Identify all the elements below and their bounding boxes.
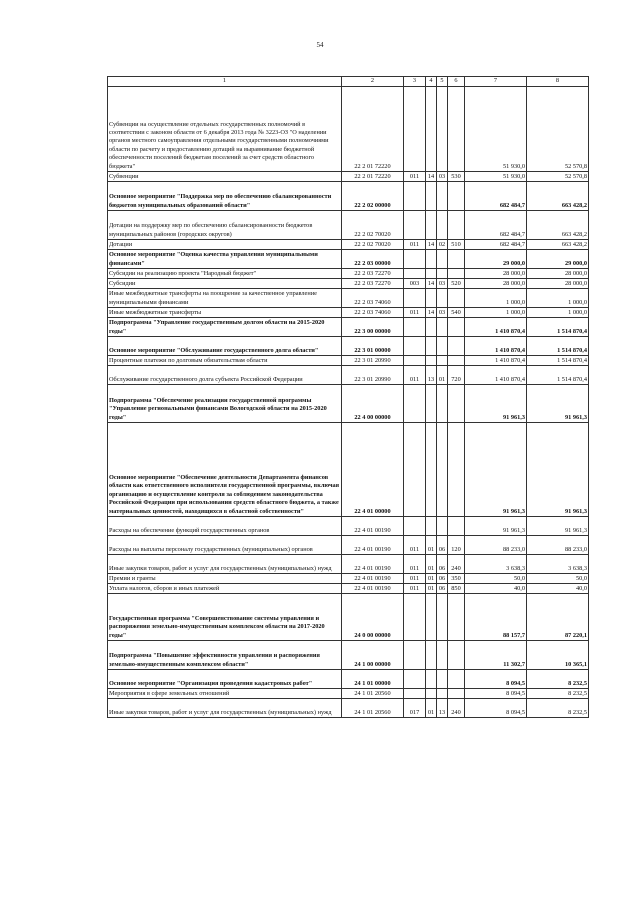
table-row bbox=[108, 574, 589, 584]
budget-table bbox=[107, 76, 589, 718]
header-cell: 8 bbox=[527, 77, 589, 87]
row-ministry bbox=[404, 269, 426, 279]
table-row bbox=[108, 308, 589, 318]
row-expense-type bbox=[448, 641, 465, 670]
table-row bbox=[108, 366, 589, 385]
header-cell: 4 bbox=[426, 77, 437, 87]
row-subsection bbox=[437, 670, 448, 689]
row-expense-type: 720 bbox=[448, 366, 465, 385]
row-code: 22 2 01 72220 bbox=[342, 172, 404, 182]
row-subsection bbox=[437, 423, 448, 517]
row-name: Иные закупки товаров, работ и услуг для государственных (муниципальных) нужд bbox=[108, 555, 342, 574]
row-section: 01 bbox=[426, 574, 437, 584]
row-name: Государственная программа "Совершенствование системы управления и распоряжения земельно-имущественным комплексом области на 2017-2020 годы" bbox=[108, 594, 342, 641]
row-expense-type bbox=[448, 87, 465, 172]
row-amount-2019: 28 000,0 bbox=[527, 269, 589, 279]
row-code: 24 1 01 00000 bbox=[342, 670, 404, 689]
row-name: Мероприятия в сфере земельных отношений bbox=[108, 689, 342, 699]
header-cell: 1 bbox=[108, 77, 342, 87]
row-ministry bbox=[404, 289, 426, 308]
row-ministry bbox=[404, 337, 426, 356]
row-amount-2018: 1 410 870,4 bbox=[465, 337, 527, 356]
row-section bbox=[426, 250, 437, 269]
row-amount-2019: 91 961,3 bbox=[527, 517, 589, 536]
row-ministry bbox=[404, 594, 426, 641]
table-row bbox=[108, 269, 589, 279]
row-code: 22 3 01 20990 bbox=[342, 356, 404, 366]
row-amount-2018: 682 484,7 bbox=[465, 182, 527, 211]
row-expense-type bbox=[448, 689, 465, 699]
table-row bbox=[108, 182, 589, 211]
row-subsection bbox=[437, 689, 448, 699]
row-ministry bbox=[404, 670, 426, 689]
row-code: 22 2 01 72220 bbox=[342, 87, 404, 172]
row-amount-2019: 663 428,2 bbox=[527, 240, 589, 250]
row-code: 22 4 01 00000 bbox=[342, 423, 404, 517]
row-amount-2019: 40,0 bbox=[527, 584, 589, 594]
row-ministry: 017 bbox=[404, 699, 426, 718]
row-section: 01 bbox=[426, 536, 437, 555]
row-name: Уплата налогов, сборов и иных платежей bbox=[108, 584, 342, 594]
row-subsection bbox=[437, 318, 448, 337]
row-expense-type bbox=[448, 182, 465, 211]
row-subsection: 06 bbox=[437, 555, 448, 574]
row-subsection bbox=[437, 87, 448, 172]
row-expense-type bbox=[448, 385, 465, 423]
row-ministry bbox=[404, 641, 426, 670]
table-row bbox=[108, 289, 589, 308]
header-cell: 3 bbox=[404, 77, 426, 87]
row-ministry bbox=[404, 423, 426, 517]
row-name: Основное мероприятие "Оценка качества управления муниципальными финансами" bbox=[108, 250, 342, 269]
row-expense-type bbox=[448, 517, 465, 536]
table-row bbox=[108, 555, 589, 574]
row-amount-2019: 663 428,2 bbox=[527, 182, 589, 211]
row-section bbox=[426, 594, 437, 641]
row-amount-2019: 29 000,0 bbox=[527, 250, 589, 269]
row-amount-2018: 91 961,3 bbox=[465, 423, 527, 517]
row-section bbox=[426, 689, 437, 699]
row-subsection bbox=[437, 594, 448, 641]
table-row bbox=[108, 356, 589, 366]
header-cell: 6 bbox=[448, 77, 465, 87]
row-amount-2019: 1 514 870,4 bbox=[527, 356, 589, 366]
row-name: Иные межбюджетные трансферты bbox=[108, 308, 342, 318]
row-section: 01 bbox=[426, 584, 437, 594]
row-code: 22 4 01 00190 bbox=[342, 517, 404, 536]
row-amount-2018: 1 000,0 bbox=[465, 308, 527, 318]
header-cell: 2 bbox=[342, 77, 404, 87]
row-expense-type: 120 bbox=[448, 536, 465, 555]
row-ministry: 011 bbox=[404, 172, 426, 182]
row-amount-2019: 28 000,0 bbox=[527, 279, 589, 289]
row-section bbox=[426, 670, 437, 689]
row-amount-2018: 682 484,7 bbox=[465, 211, 527, 240]
row-section bbox=[426, 289, 437, 308]
row-amount-2018: 8 094,5 bbox=[465, 689, 527, 699]
table-row bbox=[108, 517, 589, 536]
row-amount-2018: 28 000,0 bbox=[465, 269, 527, 279]
row-amount-2019: 91 961,3 bbox=[527, 423, 589, 517]
row-code: 22 2 02 70020 bbox=[342, 240, 404, 250]
row-section bbox=[426, 356, 437, 366]
row-code: 22 2 03 72270 bbox=[342, 279, 404, 289]
row-amount-2019: 1 000,0 bbox=[527, 308, 589, 318]
row-amount-2018: 88 233,0 bbox=[465, 536, 527, 555]
row-amount-2018: 91 961,3 bbox=[465, 385, 527, 423]
table-row bbox=[108, 641, 589, 670]
row-amount-2018: 28 000,0 bbox=[465, 279, 527, 289]
row-subsection bbox=[437, 641, 448, 670]
row-code: 22 2 03 00000 bbox=[342, 250, 404, 269]
row-name: Дотации bbox=[108, 240, 342, 250]
row-ministry bbox=[404, 689, 426, 699]
row-section bbox=[426, 337, 437, 356]
row-subsection: 03 bbox=[437, 308, 448, 318]
row-code: 24 1 01 20560 bbox=[342, 689, 404, 699]
row-expense-type bbox=[448, 337, 465, 356]
row-ministry bbox=[404, 385, 426, 423]
row-name: Основное мероприятие "Организация проведения кадастровых работ" bbox=[108, 670, 342, 689]
row-amount-2019: 91 961,3 bbox=[527, 385, 589, 423]
row-ministry bbox=[404, 87, 426, 172]
row-amount-2018: 1 410 870,4 bbox=[465, 356, 527, 366]
row-amount-2019: 1 514 870,4 bbox=[527, 337, 589, 356]
row-amount-2019: 50,0 bbox=[527, 574, 589, 584]
row-amount-2018: 50,0 bbox=[465, 574, 527, 584]
row-name: Субвенции на осуществление отдельных государственных полномочий в соответствии с законом области от 6 декабря 2013 года № 3223-ОЗ "О наделении органов местного самоуправления отдельными государственными полномочиями области по расчету и предоставлению дотаций на выравнивание бюджетной обеспеченности поселений бюджетам поселений за счет средств областного бюджета" bbox=[108, 87, 342, 172]
row-ministry: 011 bbox=[404, 366, 426, 385]
row-subsection bbox=[437, 517, 448, 536]
row-amount-2019: 8 232,5 bbox=[527, 689, 589, 699]
row-code: 24 0 00 00000 bbox=[342, 594, 404, 641]
row-name: Расходы на выплаты персоналу государственных (муниципальных) органов bbox=[108, 536, 342, 555]
row-amount-2018: 8 094,5 bbox=[465, 699, 527, 718]
row-ministry: 011 bbox=[404, 584, 426, 594]
row-expense-type bbox=[448, 594, 465, 641]
row-code: 24 1 01 20560 bbox=[342, 699, 404, 718]
row-amount-2019: 8 232,5 bbox=[527, 670, 589, 689]
row-ministry bbox=[404, 318, 426, 337]
table-row bbox=[108, 584, 589, 594]
row-section: 01 bbox=[426, 699, 437, 718]
row-subsection bbox=[437, 182, 448, 211]
table-row bbox=[108, 279, 589, 289]
table-row bbox=[108, 337, 589, 356]
table-row bbox=[108, 318, 589, 337]
row-subsection bbox=[437, 356, 448, 366]
row-amount-2019: 88 233,0 bbox=[527, 536, 589, 555]
row-name: Субвенции bbox=[108, 172, 342, 182]
row-subsection bbox=[437, 385, 448, 423]
row-name: Обслуживание государственного долга субъекта Российской Федерации bbox=[108, 366, 342, 385]
row-ministry: 011 bbox=[404, 536, 426, 555]
row-subsection bbox=[437, 337, 448, 356]
row-name: Расходы на обеспечение функций государственных органов bbox=[108, 517, 342, 536]
row-amount-2019: 663 428,2 bbox=[527, 211, 589, 240]
row-ministry: 011 bbox=[404, 308, 426, 318]
row-amount-2019: 1 514 870,4 bbox=[527, 366, 589, 385]
row-subsection bbox=[437, 250, 448, 269]
row-expense-type bbox=[448, 423, 465, 517]
row-expense-type: 240 bbox=[448, 555, 465, 574]
row-expense-type: 850 bbox=[448, 584, 465, 594]
row-code: 22 3 01 00000 bbox=[342, 337, 404, 356]
row-section bbox=[426, 641, 437, 670]
table-row bbox=[108, 423, 589, 517]
row-ministry bbox=[404, 356, 426, 366]
row-section: 14 bbox=[426, 172, 437, 182]
table-row bbox=[108, 211, 589, 240]
row-subsection: 13 bbox=[437, 699, 448, 718]
row-name: Иные закупки товаров, работ и услуг для государственных (муниципальных) нужд bbox=[108, 699, 342, 718]
row-name: Основное мероприятие "Обеспечение деятельности Департамента финансов области как ответственного исполнителя государственной программы, включая организацию и осуществление контроля за соблюдением законодательства Российской Федерации при использовании средств областного бюджета, а также материальных ценностей, находящихся в областной собственности" bbox=[108, 423, 342, 517]
row-amount-2018: 51 930,0 bbox=[465, 172, 527, 182]
row-expense-type: 520 bbox=[448, 279, 465, 289]
row-code: 22 3 00 00000 bbox=[342, 318, 404, 337]
row-code: 22 4 01 00190 bbox=[342, 536, 404, 555]
row-expense-type bbox=[448, 318, 465, 337]
row-expense-type bbox=[448, 670, 465, 689]
row-code: 22 2 03 74060 bbox=[342, 289, 404, 308]
row-code: 22 4 01 00190 bbox=[342, 574, 404, 584]
row-expense-type bbox=[448, 269, 465, 279]
row-name: Подпрограмма "Обеспечение реализации государственной программы "Управление региональными финансами Вологодской области на 2015-2020 годы" bbox=[108, 385, 342, 423]
page-number: 54 bbox=[316, 41, 324, 49]
row-code: 22 2 03 74060 bbox=[342, 308, 404, 318]
row-name: Подпрограмма "Управление государственным долгом области на 2015-2020 годы" bbox=[108, 318, 342, 337]
row-code: 22 2 03 72270 bbox=[342, 269, 404, 279]
row-ministry bbox=[404, 517, 426, 536]
row-section bbox=[426, 269, 437, 279]
row-expense-type bbox=[448, 250, 465, 269]
row-name: Процентные платежи по долговым обязательствам области bbox=[108, 356, 342, 366]
row-expense-type: 240 bbox=[448, 699, 465, 718]
row-amount-2019: 52 570,8 bbox=[527, 87, 589, 172]
row-amount-2019: 10 365,1 bbox=[527, 641, 589, 670]
table-row bbox=[108, 699, 589, 718]
row-amount-2019: 1 000,0 bbox=[527, 289, 589, 308]
row-section bbox=[426, 211, 437, 240]
row-ministry bbox=[404, 250, 426, 269]
row-amount-2018: 91 961,3 bbox=[465, 517, 527, 536]
row-code: 22 4 01 00190 bbox=[342, 555, 404, 574]
row-name: Основное мероприятие "Поддержка мер по обеспечению сбалансированности бюджетов муниципальных образований области" bbox=[108, 182, 342, 211]
row-amount-2018: 3 638,3 bbox=[465, 555, 527, 574]
row-section: 13 bbox=[426, 366, 437, 385]
table-row bbox=[108, 689, 589, 699]
row-expense-type: 540 bbox=[448, 308, 465, 318]
row-code: 22 3 01 20990 bbox=[342, 366, 404, 385]
row-subsection: 03 bbox=[437, 172, 448, 182]
row-ministry bbox=[404, 211, 426, 240]
row-expense-type bbox=[448, 211, 465, 240]
row-section bbox=[426, 385, 437, 423]
table-row bbox=[108, 87, 589, 172]
row-section bbox=[426, 318, 437, 337]
row-ministry bbox=[404, 182, 426, 211]
row-amount-2018: 682 484,7 bbox=[465, 240, 527, 250]
row-subsection: 02 bbox=[437, 240, 448, 250]
row-subsection: 01 bbox=[437, 366, 448, 385]
row-code: 22 4 00 00000 bbox=[342, 385, 404, 423]
row-name: Премии и гранты bbox=[108, 574, 342, 584]
row-section: 01 bbox=[426, 555, 437, 574]
row-name: Подпрограмма "Повышение эффективности управления и распоряжения земельно-имущественным комплексом области" bbox=[108, 641, 342, 670]
row-expense-type bbox=[448, 289, 465, 308]
row-section bbox=[426, 423, 437, 517]
row-section bbox=[426, 87, 437, 172]
table-row bbox=[108, 594, 589, 641]
row-code: 24 1 00 00000 bbox=[342, 641, 404, 670]
row-code: 22 2 02 00000 bbox=[342, 182, 404, 211]
row-section: 14 bbox=[426, 279, 437, 289]
row-amount-2018: 1 410 870,4 bbox=[465, 318, 527, 337]
row-amount-2018: 11 302,7 bbox=[465, 641, 527, 670]
row-subsection: 06 bbox=[437, 536, 448, 555]
row-section bbox=[426, 182, 437, 211]
row-expense-type: 350 bbox=[448, 574, 465, 584]
row-name: Дотации на поддержку мер по обеспечению сбалансированности бюджетов муниципальных районов (городских округов) bbox=[108, 211, 342, 240]
row-amount-2018: 51 930,0 bbox=[465, 87, 527, 172]
row-expense-type: 530 bbox=[448, 172, 465, 182]
table-row bbox=[108, 385, 589, 423]
row-subsection bbox=[437, 211, 448, 240]
header-cell: 7 bbox=[465, 77, 527, 87]
table-row bbox=[108, 172, 589, 182]
row-amount-2018: 1 000,0 bbox=[465, 289, 527, 308]
row-amount-2019: 87 220,1 bbox=[527, 594, 589, 641]
row-amount-2019: 8 232,5 bbox=[527, 699, 589, 718]
row-name: Субсидии на реализацию проекта "Народный бюджет" bbox=[108, 269, 342, 279]
row-amount-2018: 8 094,5 bbox=[465, 670, 527, 689]
row-amount-2019: 1 514 870,4 bbox=[527, 318, 589, 337]
header-cell: 5 bbox=[437, 77, 448, 87]
row-ministry: 003 bbox=[404, 279, 426, 289]
row-subsection bbox=[437, 289, 448, 308]
row-name: Субсидии bbox=[108, 279, 342, 289]
row-section bbox=[426, 517, 437, 536]
row-subsection: 06 bbox=[437, 584, 448, 594]
row-amount-2018: 1 410 870,4 bbox=[465, 366, 527, 385]
row-amount-2019: 3 638,3 bbox=[527, 555, 589, 574]
row-name: Иные межбюджетные трансферты на поощрение за качественное управление муниципальными финансами bbox=[108, 289, 342, 308]
table-row bbox=[108, 240, 589, 250]
row-name: Основное мероприятие "Обслуживание государственного долга области" bbox=[108, 337, 342, 356]
table-header-row bbox=[108, 77, 589, 87]
row-amount-2018: 40,0 bbox=[465, 584, 527, 594]
row-expense-type: 510 bbox=[448, 240, 465, 250]
row-ministry: 011 bbox=[404, 240, 426, 250]
row-amount-2018: 88 157,7 bbox=[465, 594, 527, 641]
row-expense-type bbox=[448, 356, 465, 366]
row-amount-2018: 29 000,0 bbox=[465, 250, 527, 269]
row-section: 14 bbox=[426, 308, 437, 318]
row-code: 22 4 01 00190 bbox=[342, 584, 404, 594]
row-subsection: 03 bbox=[437, 279, 448, 289]
row-subsection: 06 bbox=[437, 574, 448, 584]
row-section: 14 bbox=[426, 240, 437, 250]
row-ministry: 011 bbox=[404, 555, 426, 574]
row-amount-2019: 52 570,8 bbox=[527, 172, 589, 182]
row-code: 22 2 02 70020 bbox=[342, 211, 404, 240]
table-row bbox=[108, 670, 589, 689]
table-row bbox=[108, 536, 589, 555]
row-ministry: 011 bbox=[404, 574, 426, 584]
table-row bbox=[108, 250, 589, 269]
row-subsection bbox=[437, 269, 448, 279]
